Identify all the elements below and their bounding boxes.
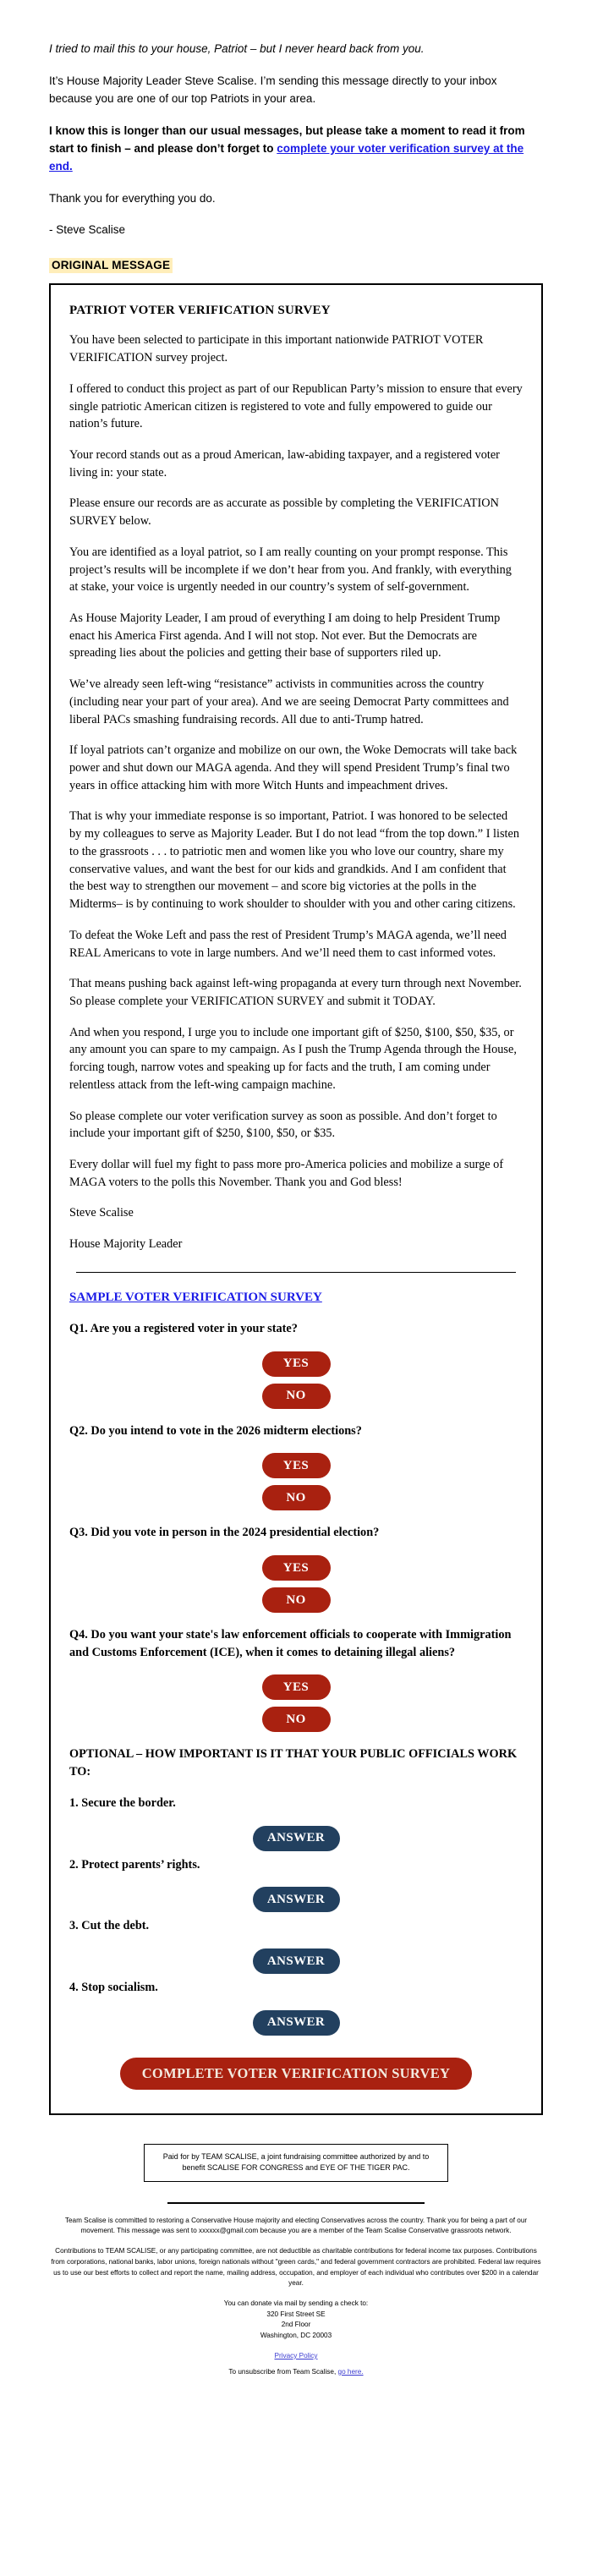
letter-paragraph: That is why your immediate response is so important, Patriot. I was honored to be selected by my colleagues to serve as Majority Leader. But I do not lead “from the top down.” I listen to the grassroots . . . to patriotic men and women like you who love our country, share my conservative values, and want the best for our kids and grandkids. And I am confident that the best way to strengthen our movement – and score big victories at the polls in the Midterms– is by continuing to work shoulder to shoulder with you and other caring citizens.: [69, 809, 520, 912]
original-message-badge: ORIGINAL MESSAGE: [49, 258, 173, 273]
intro-bold-text: I know this is longer than our usual messages, but please take a moment to read it from start to finish – and please don’t forget to: [49, 123, 525, 155]
optional-item-text: 3. Cut the debt.: [69, 1919, 150, 1933]
q4-no-button[interactable]: NO: [262, 1707, 331, 1732]
intro-thanks: Thank you for everything you do.: [49, 191, 216, 205]
donate-intro: You can donate via mail by sending a check to:: [223, 2299, 369, 2307]
answer-row: [69, 1384, 523, 1409]
paid-for-disclaimer: Paid for by TEAM SCALISE, a joint fundraising committee authorized by and to benefit SCALISE FOR CONGRESS and EYE OF THE TIGER PAC.: [144, 2144, 448, 2182]
address-line-2: 2nd Floor: [281, 2321, 311, 2329]
question-block: [69, 1320, 523, 1409]
question-text: Q2. Do you intend to vote in the 2026 midterm elections?: [69, 1423, 362, 1438]
intro-signoff: - Steve Scalise: [49, 223, 126, 237]
address-line-1: 320 First Street SE: [266, 2310, 326, 2318]
question-text: Q4. Do you want your state's law enforcement officials to cooperate with Immigration and Customs Enforcement (ICE), when it comes to detaining illegal aliens?: [69, 1628, 512, 1659]
intro-paragraph-2: It’s House Majority Leader Steve Scalise. I’m sending this message directly to your inbox because you are one of our top Patriots in your area.: [49, 74, 497, 105]
original-message-wrap: [0, 258, 592, 283]
letter-paragraph: You have been selected to participate in this important nationwide PATRIOT VOTER VERIFICATION survey project.: [69, 333, 484, 365]
unsubscribe-text: To unsubscribe from Team Scalise,: [228, 2367, 338, 2376]
footer-section: [0, 2115, 592, 2409]
optional-2-answer-button[interactable]: ANSWER: [253, 1887, 340, 1912]
privacy-policy-row: [49, 2352, 543, 2360]
q4-yes-button[interactable]: YES: [262, 1674, 331, 1700]
optional-item-text: 4. Stop socialism.: [69, 1981, 158, 1995]
question-block: [69, 1626, 523, 1732]
complete-survey-cta-button[interactable]: COMPLETE VOTER VERIFICATION SURVEY: [120, 2058, 473, 2090]
letter-title: PATRIOT VOTER VERIFICATION SURVEY: [69, 304, 331, 318]
q1-yes-button[interactable]: YES: [262, 1351, 331, 1377]
answer-row: [69, 2010, 523, 2036]
complete-survey-link[interactable]: complete your voter verification survey at the end.: [49, 141, 524, 173]
question-block: [69, 1524, 523, 1613]
cta-row: [69, 2058, 523, 2090]
unsubscribe-link[interactable]: go here.: [337, 2367, 364, 2376]
optional-4-answer-button[interactable]: ANSWER: [253, 2010, 340, 2036]
address-line-3: Washington, DC 20003: [260, 2332, 332, 2340]
letter-paragraph: If loyal patriots can’t organize and mobilize on our own, the Woke Democrats will take back power and shut down our MAGA agenda. And they will spend President Trump’s final two years in office attacking him with more Witch Hunts and impeachment drives.: [69, 743, 518, 792]
answer-row: [69, 1485, 523, 1510]
answer-row: [69, 1826, 523, 1851]
intro-bold-block: [49, 123, 543, 176]
answer-row: [69, 1707, 523, 1732]
letter-paragraph: Please ensure our records are as accurate as possible by completing the VERIFICATION SURVEY below.: [69, 496, 499, 529]
q1-no-button[interactable]: NO: [262, 1384, 331, 1409]
question-text: Q1. Are you a registered voter in your state?: [69, 1321, 298, 1335]
letter-paragraph: To defeat the Woke Left and pass the rest of President Trump’s MAGA agenda, we’ll need REAL Americans to vote in large numbers. And we’ll need them to cast informed votes.: [69, 928, 507, 960]
question-text: Q3. Did you vote in person in the 2024 presidential election?: [69, 1526, 380, 1540]
optional-section-heading: OPTIONAL – HOW IMPORTANT IS IT THAT YOUR PUBLIC OFFICIALS WORK TO:: [69, 1747, 518, 1779]
answer-row: [69, 1587, 523, 1613]
footer-disclaimer-2: Contributions to TEAM SCALISE, or any participating committee, are not deductible as charitable contributions for federal income tax purposes. Contributions from corporations, national banks, labor unions, foreign nationals without "green cards," and federal government contractors are prohibited. Federal law requires us to use our best efforts to collect and report the name, mailing address, occupation, and employer of each individual who contributes over $200 in a calendar year.: [51, 2247, 541, 2288]
letter-paragraph: And when you respond, I urge you to include one important gift of $250, $100, $50, $35, or any amount you can spare to my campaign. As I push the Trump Agenda through the House, forcing tough, narrow votes and speaking up for facts and the truth, I am coming under relentless attack from the left-wing campaign machine.: [69, 1025, 517, 1092]
section-divider: [76, 1272, 516, 1273]
footer-divider: [167, 2202, 425, 2204]
answer-row: [69, 1555, 523, 1581]
letter-paragraph: You are identified as a loyal patriot, so I am really counting on your prompt response. This project’s results will be incomplete if we don’t hear from you. And frankly, with everything at stake, your voice is urgently needed in our country’s system of self-government.: [69, 545, 512, 595]
letter-paragraph: Your record stands out as a proud American, law-abiding taxpayer, and a registered voter living in: your state.: [69, 447, 500, 480]
intro-lead-line: I tried to mail this to your house, Patriot – but I never heard back from you.: [49, 42, 425, 55]
optional-item-text: 1. Secure the border.: [69, 1795, 176, 1810]
signature-name: Steve Scalise: [69, 1206, 134, 1220]
signature-title: House Majority Leader: [69, 1237, 183, 1252]
unsubscribe-row: [49, 2368, 543, 2376]
sample-survey-heading-link[interactable]: SAMPLE VOTER VERIFICATION SURVEY: [69, 1290, 322, 1304]
answer-row: [69, 1351, 523, 1377]
optional-3-answer-button[interactable]: ANSWER: [253, 1948, 340, 1974]
answer-row: [69, 1948, 523, 1974]
letter-box: [49, 283, 543, 2114]
q2-yes-button[interactable]: YES: [262, 1453, 331, 1478]
letter-paragraph: I offered to conduct this project as part of our Republican Party’s mission to ensure that every single patriotic American citizen is registered to vote and fully empowered to guide our nation’s future.: [69, 381, 523, 431]
signature-block: [69, 1204, 523, 1252]
answer-row: [69, 1887, 523, 1912]
letter-paragraph: That means pushing back against left-wing propaganda at every turn through next November. So please complete your VERIFICATION SURVEY and submit it TODAY.: [69, 977, 522, 1008]
letter-paragraph: So please complete our voter verification survey as soon as possible. And don’t forget to include your important gift of $250, $100, $50, or $35.: [69, 1109, 497, 1141]
letter-paragraph: We’ve already seen left-wing “resistance” activists in communities across the country (including near your part of your area). And we are seeing Democrat Party committees and liberal PACs smashing fundraising records. All due to anti-Trump hatred.: [69, 677, 509, 726]
intro-section: [0, 0, 592, 239]
letter-paragraph: As House Majority Leader, I am proud of everything I am doing to help President Trump enact his America First agenda. And I will not stop. Not ever. But the Democrats are spreading lies about the policies and getting their base of supporters riled up.: [69, 611, 501, 660]
question-block: [69, 1422, 523, 1511]
answer-row: [69, 1453, 523, 1478]
optional-1-answer-button[interactable]: ANSWER: [253, 1826, 340, 1851]
q2-no-button[interactable]: NO: [262, 1485, 331, 1510]
answer-row: [69, 1674, 523, 1700]
optional-item-text: 2. Protect parents’ rights.: [69, 1857, 200, 1872]
privacy-policy-link[interactable]: Privacy Policy: [274, 2351, 318, 2360]
q3-yes-button[interactable]: YES: [262, 1555, 331, 1581]
q3-no-button[interactable]: NO: [262, 1587, 331, 1613]
footer-disclaimer-1: Team Scalise is committed to restoring a Conservative House majority and electing Conservatives across the country. Thank you for being a part of our movement. This message was sent to xxxxxx@gmail.com because you are a member of the Team Scalise Conservative grassroots network.: [64, 2216, 528, 2235]
letter-paragraph: Every dollar will fuel my fight to pass more pro-America policies and mobilize a surge of MAGA voters to the polls this November. Thank you and God bless!: [69, 1157, 504, 1189]
